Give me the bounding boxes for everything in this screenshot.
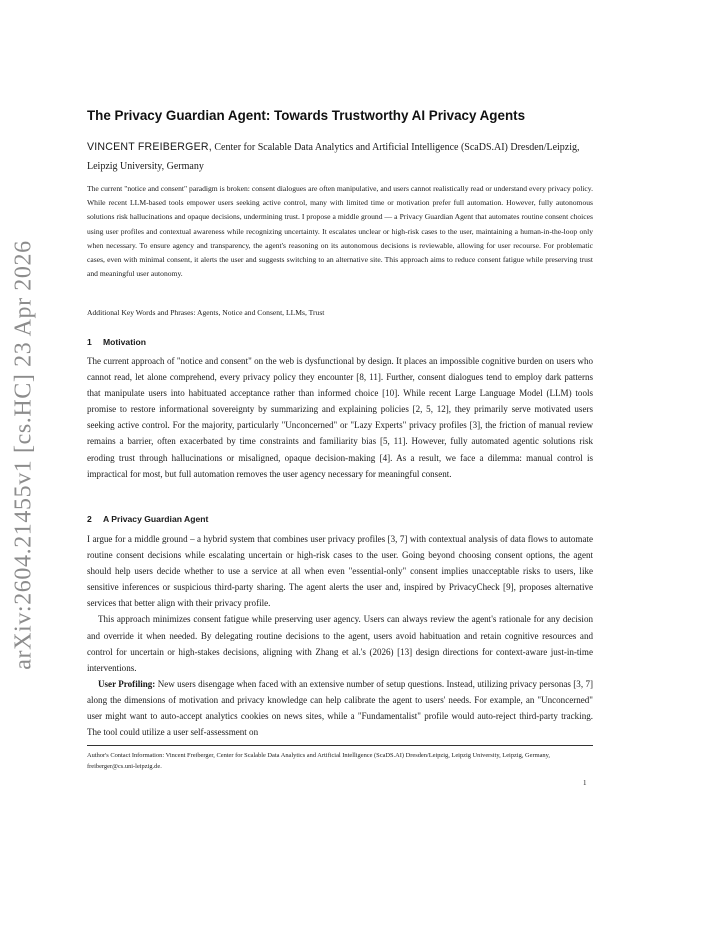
section-heading-motivation [87, 337, 146, 347]
abstract: The current "notice and consent" paradigm is broken: consent dialogues are often manipulative, and users cannot realistically read or understand every privacy policy. While recent LLM-based tools empower users seeking active control, many with limited time or motivation prefer full automation. However, fully autonomous solutions risk hallucinations and opaque decisions, undermining trust. I propose a middle ground — a Privacy Guardian Agent that automates routine consent choices using user profiles and contextual awareness while recognizing uncertainty. It escalates unclear or high-risk cases to the user, maintaining a human-in-the-loop only when necessary. To ensure agency and transparency, the agent's reasoning on its autonomous decisions is reviewable, allowing for user recourse. For problematic cases, even with minimal consent, it alerts the user and suggests switching to an alternative site. This approach aims to reduce consent fatigue while preserving trust and meaningful user autonomy. [87, 184, 593, 279]
paragraph: I argue for a middle ground – a hybrid system that combines user privacy profiles [3, 7] with contextual analysis of data flows to automate routine consent decisions while escalating uncertain or high-risk cases to the user. Going beyond choosing consent options, the agent should help users decide whether to use a service at all when even "essential-only" consent implies unacceptable risks to users, like sensitive inferences or suspicious third-party sharing. The agent alerts the user and, inspired by PrivacyCheck [9], proposes alternative services that better align with their privacy profile. [87, 534, 593, 609]
author-contact-footnote: Author's Contact Information: Vincent Freiberger, Center for Scalable Data Analytics and Artificial Intelligence (ScaDS.AI) Dresden/Leipzig, Leipzig University, Leipzig, Germany, freiberger@cs.uni-leipzig.de. [87, 752, 550, 770]
section-heading-privacy-guardian-agent [87, 514, 208, 524]
author-name: VINCENT FREIBERGER, [87, 141, 212, 153]
paragraph: The current approach of "notice and consent" on the web is dysfunctional by design. It places an impossible cognitive burden on users who cannot read, let alone comprehend, every privacy policy they encounter [8, 11]. Further, consent dialogues tend to employ dark patterns that manipulate users into habituated acceptance rather than informed choice [10]. While recent Large Language Model (LLM) tools promise to restore informational sovereignty by summarizing and explaining policies [2, 5, 12], they primarily serve motivated users seeking active control. For the majority, particularly "Unconcerned" or "Lazy Experts" privacy profiles [3], the friction of manual review remains a barrier, often exacerbated by time constraints and familiarity bias [5, 11]. However, fully automated agentic solutions risk eroding trust through hallucinations or misaligned, opaque decision-making [4]. As a result, we face a dilemma: manual control is impractical for most, but full automation removes the user agency necessary for meaningful consent. [87, 356, 593, 479]
section-title: Motivation [103, 337, 146, 347]
arxiv-stamp-container [2, 240, 46, 670]
runin-heading: User Profiling: [98, 678, 156, 689]
author-affiliation: Center for Scalable Data Analytics and Artificial Intelligence (ScaDS.AI) Dresden/Leipzig, Leipzig University, Germany [87, 142, 580, 172]
author-block [87, 138, 595, 176]
paper-title: The Privacy Guardian Agent: Towards Trustworthy AI Privacy Agents [87, 108, 526, 123]
page-number: 1 [583, 779, 587, 787]
section-body-motivation [87, 353, 593, 482]
section-number: 1 [87, 337, 92, 347]
arxiv-identifier[interactable]: arXiv:2604.21455v1 [cs.HC] 23 Apr 2026 [10, 240, 37, 670]
keywords: Additional Key Words and Phrases: Agents, Notice and Consent, LLMs, Trust [87, 308, 325, 317]
paragraph: This approach minimizes consent fatigue while preserving user agency. Users can always review the agent's rationale for any decision and override it when needed. By delegating routine decisions to the agent, users avoid habituation and retain cognitive resources and control for uncertain or high-stakes decisions, aligning with Zhang et al.'s (2026) [13] design directions for context-aware just-in-time interventions. [87, 614, 593, 673]
footnote-rule [87, 745, 593, 746]
runin-text: New users disengage when faced with an extensive number of setup questions. Instead, utilizing privacy personas [3, 7] along the dimensions of motivation and privacy knowledge can help calibrate the agent to users' needs. For example, an "Unconcerned" user might want to auto-accept analytics cookies on news sites, while a "Fundamentalist" profile would auto-reject third-party tracking. The tool could utilize a user self-assessment on [87, 678, 593, 738]
section-number: 2 [87, 514, 92, 524]
section-title: A Privacy Guardian Agent [103, 514, 209, 524]
section-body-privacy-guardian-agent [87, 531, 593, 740]
paragraph-user-profiling [87, 676, 593, 740]
